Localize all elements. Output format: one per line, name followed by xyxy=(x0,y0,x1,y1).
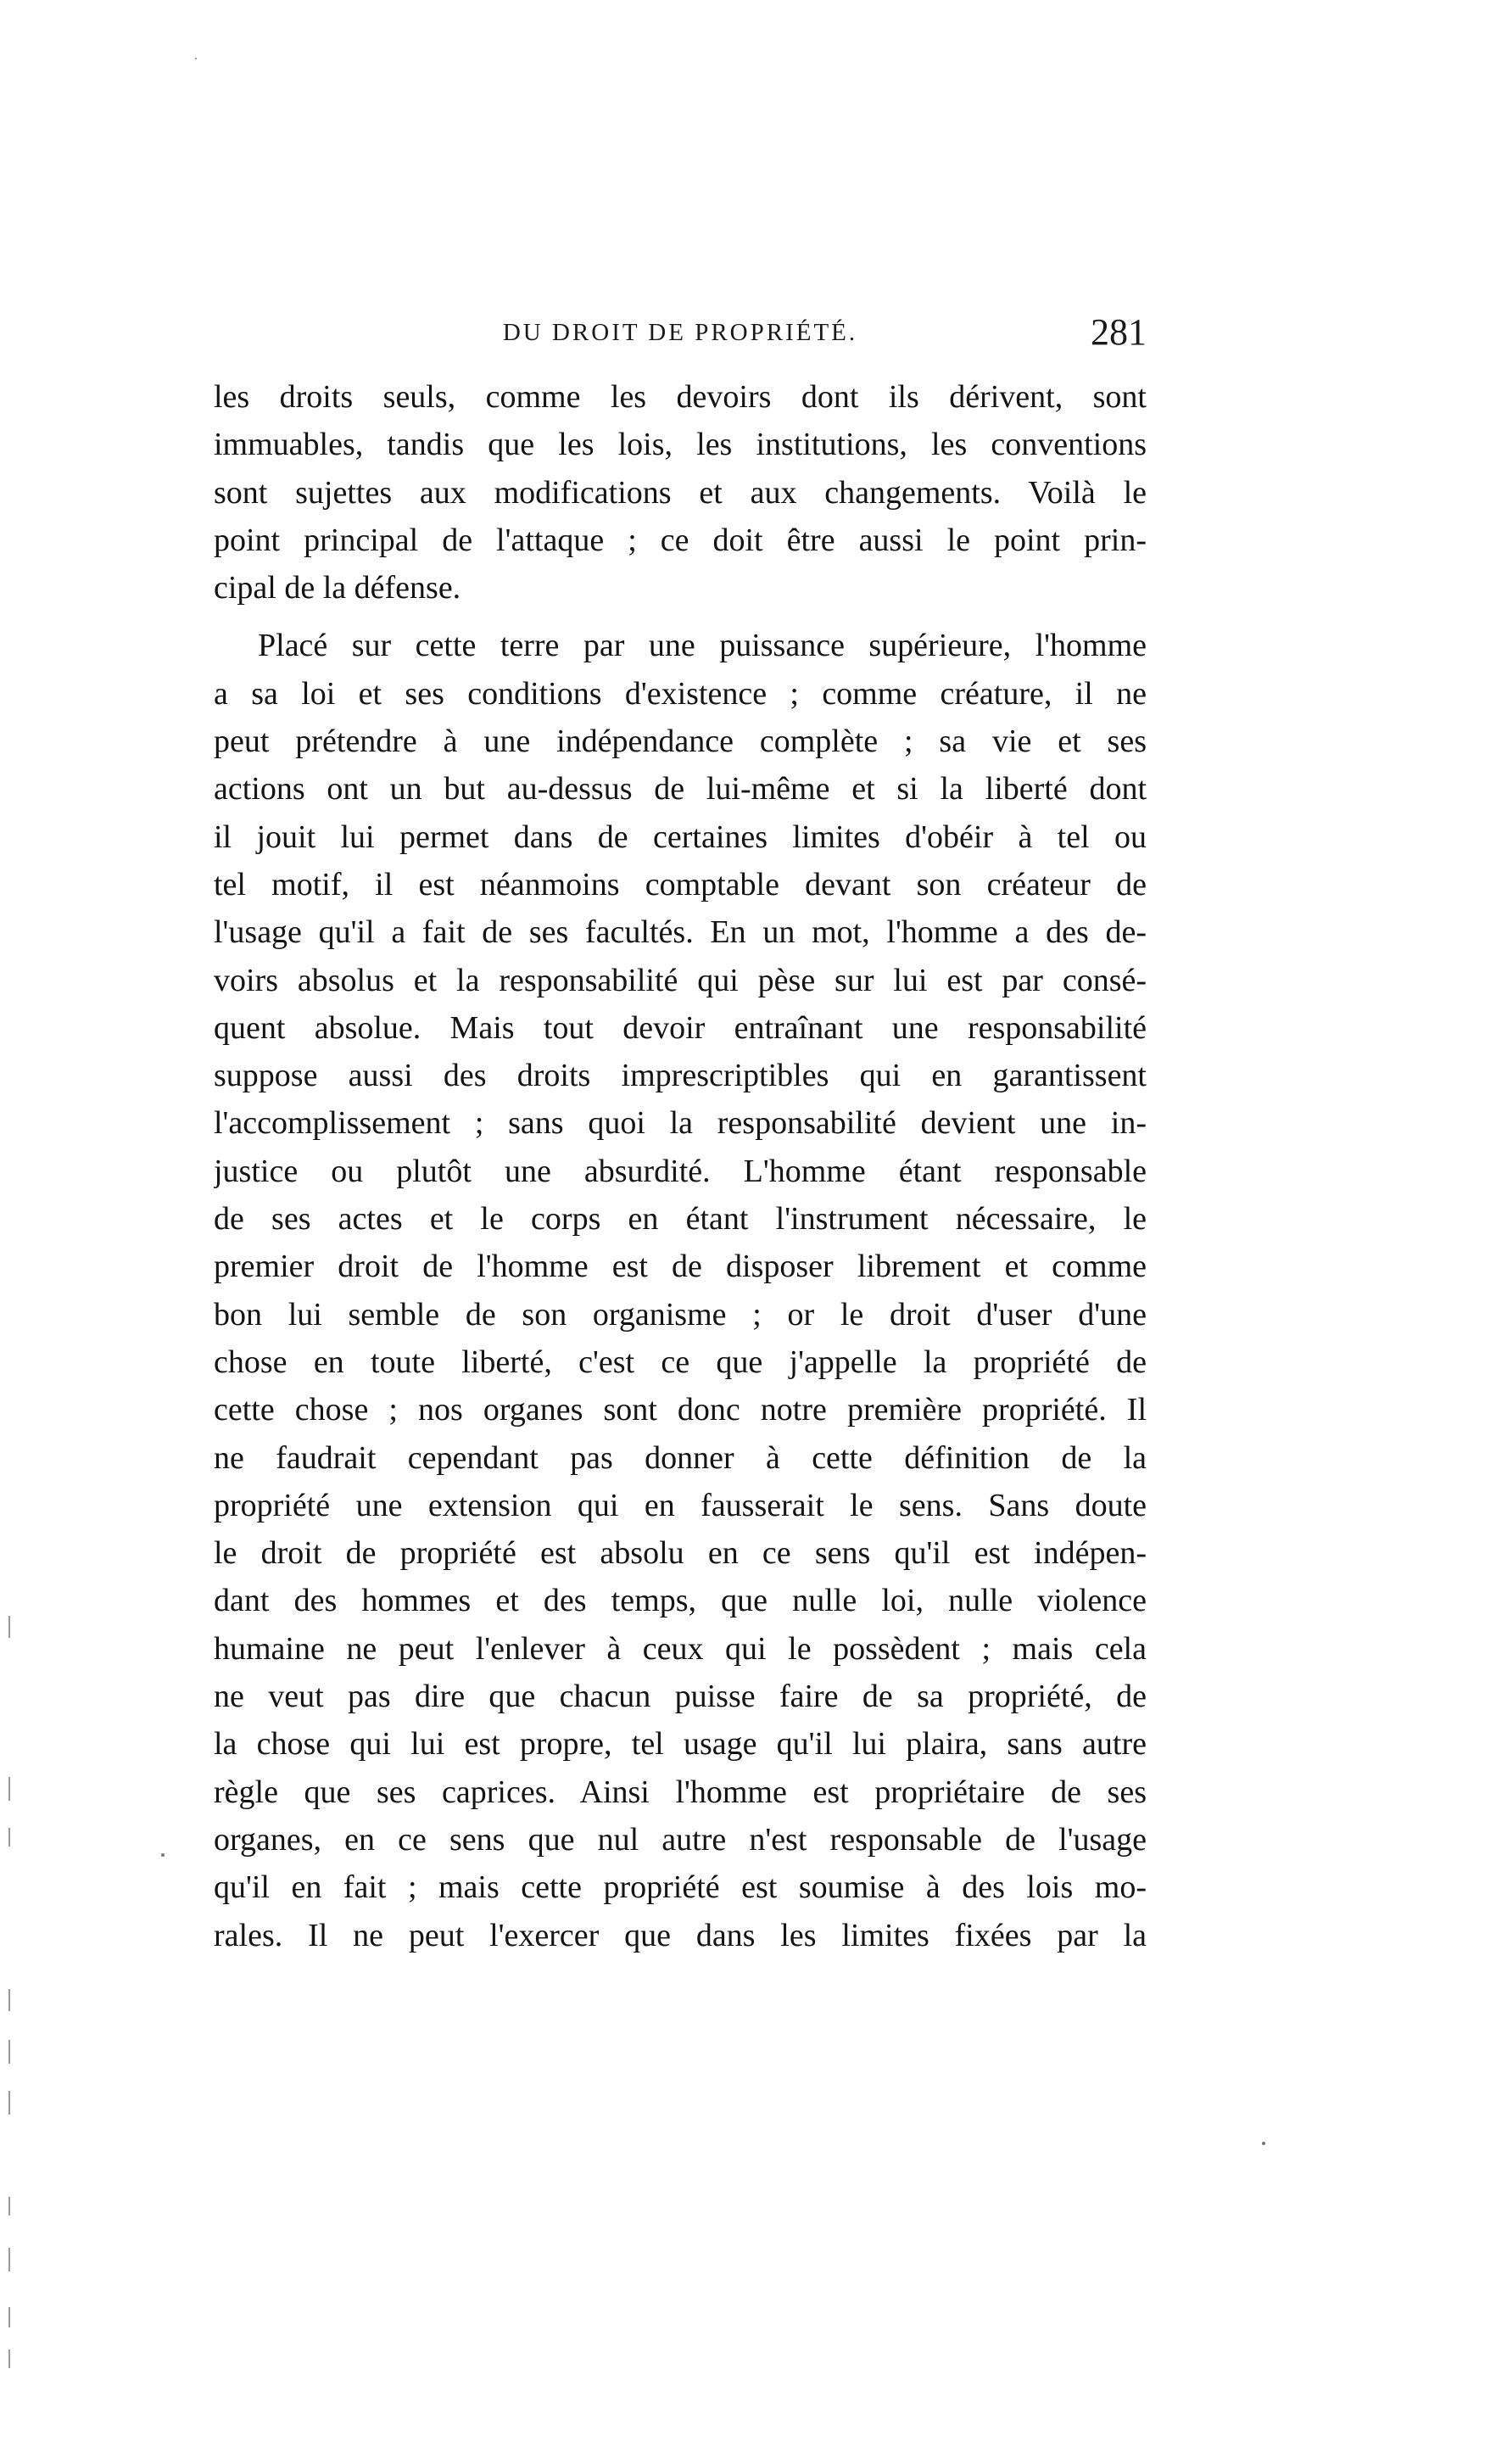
scan-edge-mark xyxy=(8,2091,10,2115)
text-line: voirs absolus et la responsabilité qui pèse sur lui est par consé- xyxy=(214,962,1147,998)
text-line: peut prétendre à une indépendance complète ; sa vie et ses xyxy=(214,724,1147,760)
text-line: premier droit de l'homme est de disposer librement et comme xyxy=(214,1249,1147,1285)
text-line: rales. Il ne peut l'exercer que dans les limites fixées par la xyxy=(214,1917,1147,1953)
text-line: les droits seuls, comme les devoirs dont ils dérivent, sont xyxy=(214,379,1147,415)
text-line: sont sujettes aux modifications et aux changements. Voilà le xyxy=(214,474,1147,511)
text-line: a sa loi et ses conditions d'existence ; comme créature, il ne xyxy=(214,675,1147,712)
text-line: dant des hommes et des temps, que nulle loi, nulle violence xyxy=(214,1583,1147,1619)
scan-edge-mark xyxy=(8,1989,10,2011)
scan-edge-mark xyxy=(8,2040,10,2064)
text-line: cette chose ; nos organes sont donc notre première propriété. Il xyxy=(214,1392,1147,1428)
scan-edge-mark xyxy=(8,1777,10,1801)
text-line: actions ont un but au-dessus de lui-même et si la liberté dont xyxy=(214,771,1147,807)
text-line: Placé sur cette terre par une puissance supérieure, l'homme xyxy=(258,628,1147,664)
paragraph-gap xyxy=(214,612,1147,622)
scan-edge-mark xyxy=(8,1828,10,1847)
text-line: il jouit lui permet dans de certaines limites d'obéir à tel ou xyxy=(214,819,1147,855)
text-line: la chose qui lui est propre, tel usage qu'il lui plaira, sans autre xyxy=(214,1726,1147,1763)
text-line: chose en toute liberté, c'est ce que j'appelle la propriété de xyxy=(214,1344,1147,1380)
text-line: ne veut pas dire que chacun puisse faire de sa propriété, de xyxy=(214,1679,1147,1715)
text-line: l'usage qu'il a fait de ses facultés. En un mot, l'homme a des de- xyxy=(214,914,1147,951)
text-line: quent absolue. Mais tout devoir entraînant une responsabilité xyxy=(214,1009,1147,1046)
scan-edge-mark xyxy=(8,2349,10,2368)
text-line: règle que ses caprices. Ainsi l'homme est propriétaire de ses xyxy=(214,1774,1147,1810)
body-text xyxy=(214,373,1147,1959)
scan-edge-mark xyxy=(8,2307,10,2327)
text-line: ne faudrait cependant pas donner à cette définition de la xyxy=(214,1439,1147,1476)
text-line: organes, en ce sens que nul autre n'est responsable de l'usage xyxy=(214,1821,1147,1858)
text-line: propriété une extension qui en fausserait le sens. Sans doute xyxy=(214,1487,1147,1523)
text-line: qu'il en fait ; mais cette propriété est soumise à des lois mo- xyxy=(214,1869,1147,1906)
text-line: de ses actes et le corps en étant l'instrument nécessaire, le xyxy=(214,1201,1147,1238)
paragraph-2 xyxy=(214,622,1147,1958)
text-line: tel motif, il est néanmoins comptable devant son créateur de xyxy=(214,866,1147,902)
text-line: cipal de la défense. xyxy=(214,570,461,606)
text-line: point principal de l'attaque ; ce doit être aussi le point prin- xyxy=(214,522,1147,558)
running-head xyxy=(214,311,1147,365)
text-line: justice ou plutôt une absurdité. L'homme étant responsable xyxy=(214,1153,1147,1189)
scan-edge-mark xyxy=(8,1616,10,1638)
scan-edge-mark xyxy=(8,2197,10,2215)
scan-speck xyxy=(161,1853,165,1857)
text-line: immuables, tandis que les lois, les institutions, les conventions xyxy=(214,427,1147,463)
text-line: le droit de propriété est absolu en ce sens qu'il est indépen- xyxy=(214,1535,1147,1572)
text-line: suppose aussi des droits imprescriptibles qui en garantissent xyxy=(214,1058,1147,1094)
scan-speck xyxy=(1262,2142,1265,2145)
text-line: bon lui semble de son organisme ; or le droit d'user d'une xyxy=(214,1296,1147,1333)
text-line: humaine ne peut l'enlever à ceux qui le possèdent ; mais cela xyxy=(214,1630,1147,1667)
text-line: l'accomplissement ; sans quoi la responsabilité devient une in- xyxy=(214,1105,1147,1142)
page-number: 281 xyxy=(1091,311,1147,353)
paragraph-1 xyxy=(214,373,1147,612)
running-title: DU DROIT DE PROPRIÉTÉ. xyxy=(502,319,858,346)
scan-speck xyxy=(195,58,197,59)
scan-edge-mark xyxy=(8,2248,10,2271)
